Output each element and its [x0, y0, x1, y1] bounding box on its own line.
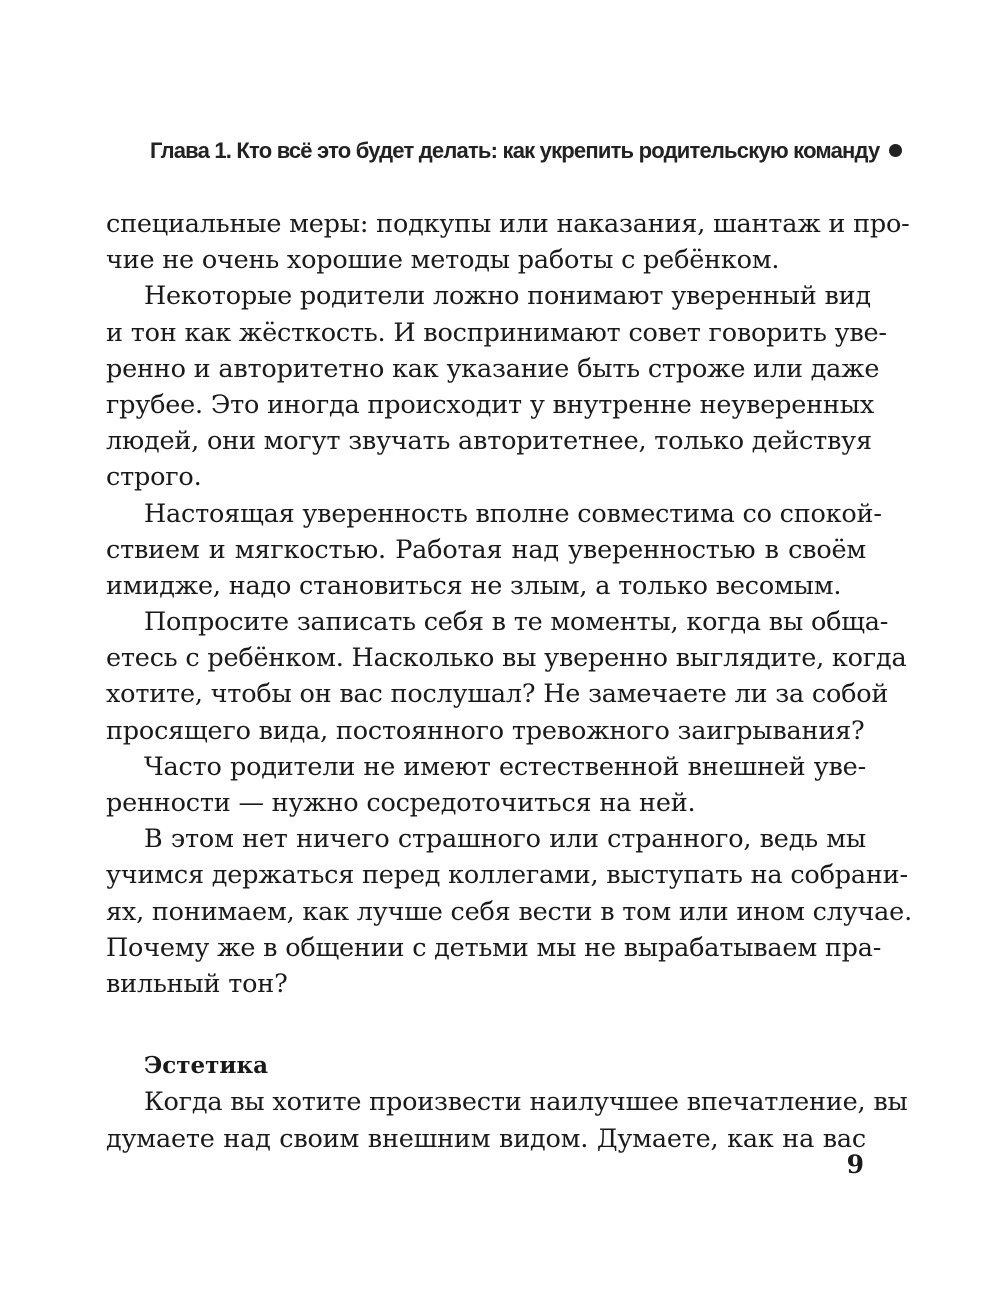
page-number: 9	[846, 1150, 864, 1179]
text-line: Почему же в общении с детьми мы не вырабатываем пра-	[106, 932, 882, 963]
text-line: чие не очень хорошие методы работы с ребёнком.	[106, 245, 780, 276]
paragraphs-top	[106, 206, 912, 1002]
text-line: людей, они могут звучать авторитетнее, только действуя	[106, 426, 872, 457]
section-spacer	[106, 1002, 866, 1048]
running-header	[150, 138, 880, 164]
text-line: ях, понимаем, как лучше себя вести в том или ином случае.	[106, 896, 912, 927]
text-line: ствием и мягкостью. Работая над уверенностью в своём	[106, 534, 866, 565]
paragraph	[106, 278, 887, 495]
section-heading: Эстетика	[144, 1052, 269, 1080]
text-line: думаете над своим внешним видом. Думаете, как на вас	[106, 1123, 866, 1154]
text-line: и тон как жёсткость. И воспринимают совет говорить уве-	[106, 317, 887, 348]
text-line: имидже, надо становиться не злым, а только весомым.	[106, 570, 842, 601]
paragraph	[106, 821, 912, 1002]
paragraph	[106, 206, 910, 278]
text-line: специальные меры: подкупы или наказания, шантаж и про-	[106, 209, 910, 239]
text-line: етесь с ребёнком. Насколько вы уверенно выглядите, когда	[106, 643, 907, 674]
text-line: Когда вы хотите произвести наилучшее впечатление, вы	[144, 1087, 908, 1118]
text-line: вильный тон?	[106, 968, 288, 999]
text-line: Некоторые родители ложно понимают уверенный вид	[144, 281, 871, 312]
paragraph	[106, 1084, 908, 1156]
text-line: хотите, чтобы он вас послушал? Не замечаете ли за собой	[106, 679, 889, 710]
text-line: ренно и авторитетно как указание быть строже или даже	[106, 353, 880, 384]
text-line: учимся держаться перед коллегами, выступать на собрани-	[106, 860, 908, 891]
running-header-title: Глава 1. Кто всё это будет делать: как укрепить родительскую команду	[150, 138, 880, 163]
section-paragraphs	[106, 1084, 908, 1156]
paragraph	[106, 496, 882, 605]
text-line: строго.	[106, 462, 202, 493]
text-line: просящего вида, постоянного тревожного заигрывания?	[106, 715, 865, 746]
paragraph	[106, 749, 866, 821]
body-text	[106, 206, 912, 1157]
text-line: грубее. Это иногда происходит у внутренне неуверенных	[106, 389, 875, 420]
paragraph	[106, 604, 907, 749]
text-line: Часто родители не имеют естественной внешней уве-	[144, 751, 866, 782]
text-line: Попросите записать себя в те моменты, когда вы обща-	[144, 607, 889, 638]
text-line: В этом нет ничего страшного или странного, ведь мы	[144, 824, 866, 855]
text-line: Настоящая уверенность вполне совместима со спокой-	[144, 498, 882, 529]
bullet-icon	[889, 144, 902, 157]
text-line: ренности — нужно сосредоточиться на ней.	[106, 788, 696, 818]
